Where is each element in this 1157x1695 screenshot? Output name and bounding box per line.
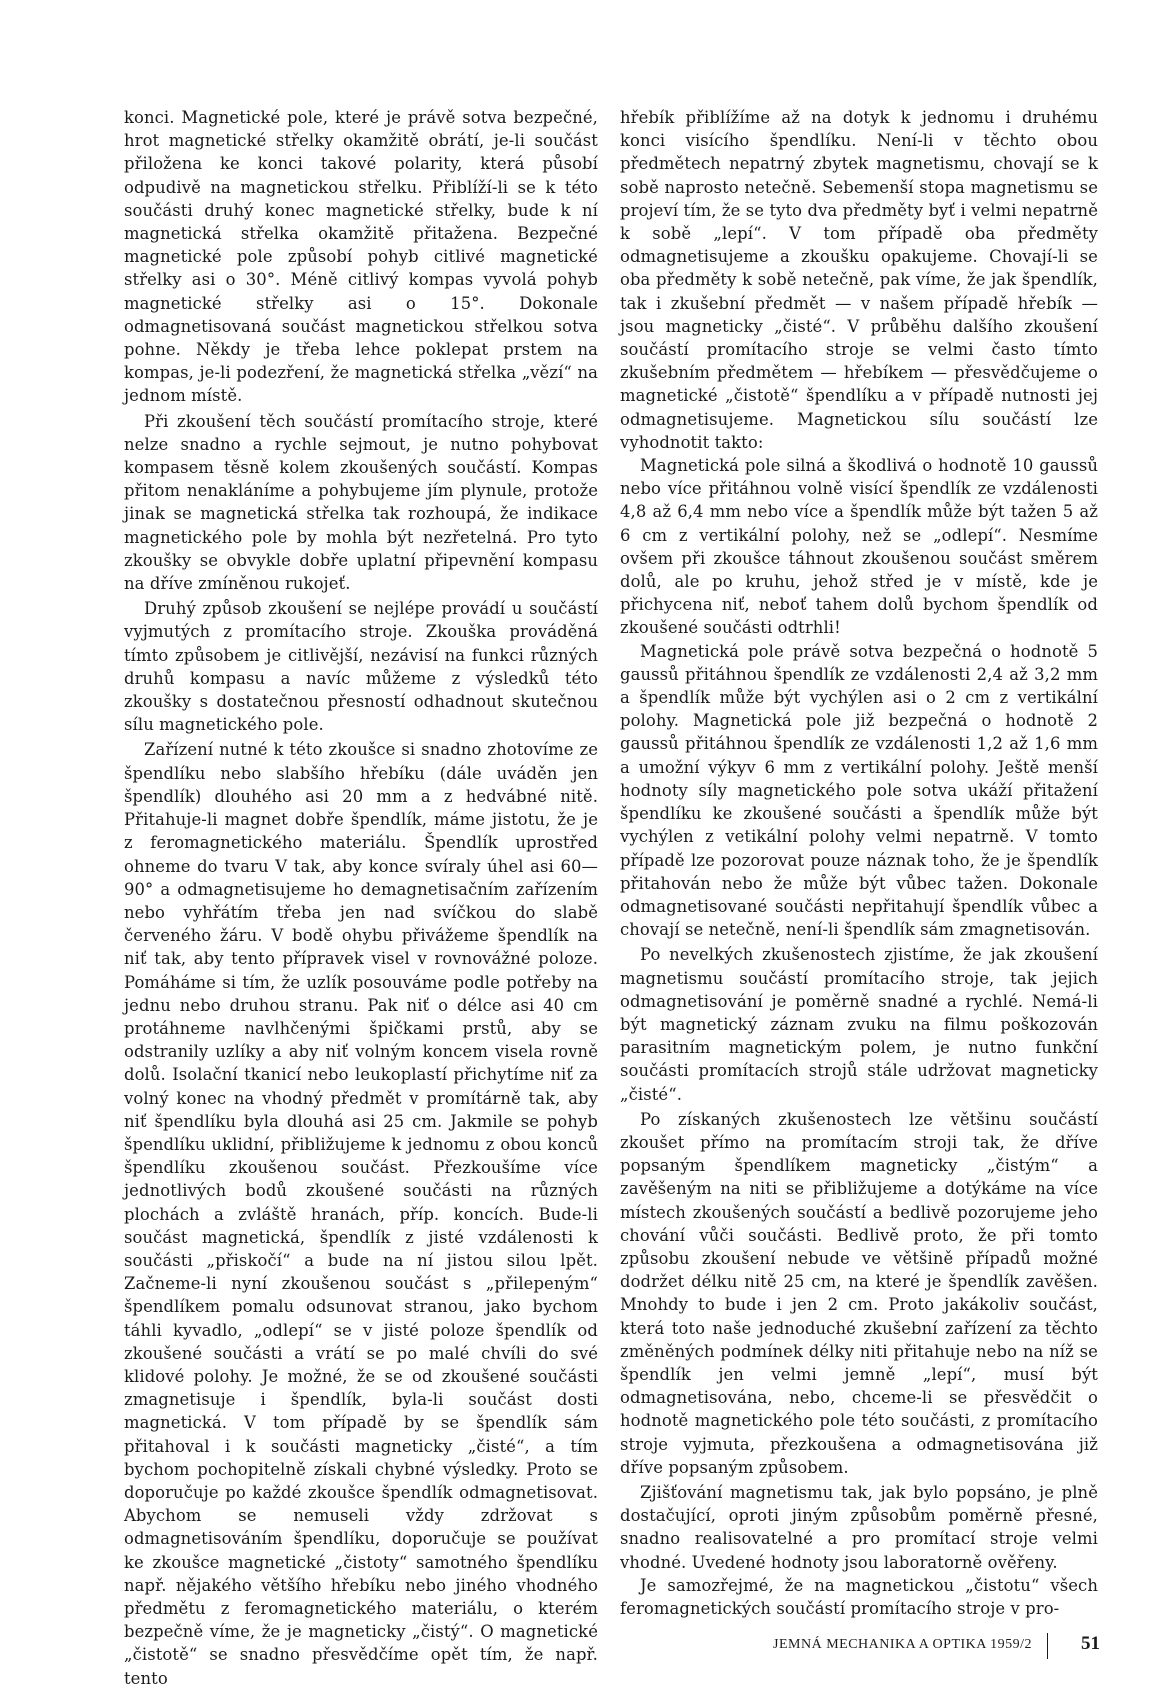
paragraph: konci. Magnetické pole, které je právě sotva bezpečné, hrot magnetické střelky okamžitě obrátí, je-li součást přiložena ke konci takové polarity, která působí odpudivě na magnetickou střelku. Přiblíží-li se k této součásti druhý konec magnetické střelky, bude k ní magnetická střelka okamžitě přitažena. Bezpečné magnetické pole způsobí pohyb citlivé magnetické střelky asi o 30°. Méně citlivý kompas vyvolá pohyb magnetické střelky asi o 15°. Dokonale odmagnetisovaná součást magnetickou střelkou sotva pohne. Někdy je třeba lehce poklepat prstem na kompas, je-li podezření, že magnetická střelka „vězí“ na jednom místě. — [124, 108, 598, 406]
paragraph: Magnetická pole silná a škodlivá o hodnotě 10 gaussů nebo více přitáhnou volně visící špendlík ze vzdálenosti 4,8 až 6,4 mm nebo více a špendlík může být tažen 5 až 6 cm z vertikální polohy, než se „odlepí“. Nesmíme ovšem při zkoušce táhnout zkoušenou součást směrem dolů, ale po kruhu, jehož střed je v místě, kde je přichycena niť, neboť tahem dolů bychom špendlík od zkoušené součásti odtrhli! — [620, 456, 1098, 638]
paragraph: Druhý způsob zkoušení se nejlépe provádí u součástí vyjmutých z promítacího stroje. Zkouška prováděná tímto způsobem je citlivější, nezávisí na funkci různých druhů kompasu a navíc můžeme z výsledků této zkoušky s dostatečnou přesností odhadnout skutečnou sílu magnetického pole. — [124, 599, 598, 735]
left-column — [124, 106, 598, 1690]
footer-divider — [1047, 1633, 1048, 1659]
paragraph: Po získaných zkušenostech lze většinu součástí zkoušet přímo na promítacím stroji tak, že dříve popsaným špendlíkem magneticky „čistým“ a zavěšeným na niti se přibližujeme a dotýkáme na více místech zkoušených součástí a bedlivě pozorujeme jeho chování vůči součásti. Bedlivě proto, že při tomto způsobu zkoušení nebude ve většině případů možné dodržet délku nitě 25 cm, na které je špendlík zavěšen. Mnohdy to bude i jen 2 cm. Proto jakákoliv součást, která toto naše jednoduché zkušební zařízení za těchto změněných podmínek délky niti přitahuje nebo na níž se špendlík jen velmi jemně „lepí“, musí být odmagnetisována, nebo, chceme-li se přesvědčit o hodnotě magnetického pole této součásti, z promítacího stroje vyjmuta, přezkoušena a odmagnetisována již dříve popsaným způsobem. — [620, 1109, 1098, 1477]
paragraph: Je samozřejmé, že na magnetickou „čistotu“ všech feromagnetických součástí promítacího stroje v pro- — [620, 1575, 1098, 1618]
paragraph: Po nevelkých zkušenostech zjistíme, že jak zkoušení magnetismu součástí promítacího stroje, tak jejich odmagnetisování je poměrně snadné a rychlé. Nemá-li být magnetický záznam zvuku na filmu poškozován parasitním magnetickým polem, je nutno funkční součásti promítacích strojů stále udržovat magneticky „čisté“. — [620, 945, 1098, 1104]
paragraph: Zjišťování magnetismu tak, jak bylo popsáno, je plně dostačující, oproti jiným způsobům poměrně přesné, snadno realisovatelné a pro promítací stroje velmi vhodné. Uvedené hodnoty jsou laboratorně ověřeny. — [620, 1482, 1098, 1572]
journal-title: JEMNÁ MECHANIKA A OPTIKA 1959/2 — [773, 1637, 1032, 1652]
paragraph: Zařízení nutné k této zkoušce si snadno zhotovíme ze špendlíku nebo slabšího hřebíku (dále uváděn jen špendlík) dlouhého asi 20 mm a z hedvábné nitě. Přitahuje-li magnet dobře špendlík, máme jistotu, že je z feromagnetického materiálu. Špendlík uprostřed ohneme do tvaru V tak, aby konce svíraly úhel asi 60—90° a odmagnetisujeme ho demagnetisačním zařízením nebo vyhřátím třeba jen nad svíčkou do slabě červeného žáru. V bodě ohybu přivážeme špendlík na niť tak, aby tento přípravek visel v rovnovážné poloze. Pomáháme si tím, že uzlík posouváme podle potřeby na jednu nebo druhou stranu. Pak niť o délce asi 40 cm protáhneme navlhčenými špičkami prstů, aby se odstranily uzlíky a aby niť volným koncem visela rovně dolů. Isolační tkanicí nebo leukoplastí přichytíme niť za volný konec na vhodný předmět v promítárně tak, aby niť špendlíku byla dlouhá asi 25 cm. Jakmile se pohyb špendlíku uklidní, přibližujeme k jednomu z obou konců špendlíku zkoušenou součást. Přezkoušíme více jednotlivých bodů zkoušené součásti na různých plochách a zvláště hranách, příp. koncích. Bude-li součást magnetická, špendlík z jisté vzdálenosti k součásti „přiskočí“ a bude na ní jistou silou lpět. Začneme-li nyní zkoušenou součást s „přilepeným“ špendlíkem pomalu odsunovat stranou, jako bychom táhli kyvadlo, „odlepí“ se v jisté poloze špendlík od zkoušené součásti a vrátí se po malé chvíli do své klidové polohy. Je možné, že se od zkoušené součásti zmagnetisuje i špendlík, byla-li součást dosti magnetická. V tom případě by se špendlík sám přitahoval i k součásti magneticky „čisté“, a tím bychom pochopitelně získali chybné výsledky. Proto se doporučuje po každé zkoušce špendlík odmagnetisovat. Abychom se nemuseli vždy zdržovat s odmagnetisováním špendlíku, doporučuje se používat ke zkoušce magnetické „čistoty“ samotného špendlíku např. nějakého většího hřebíku nebo jiného vhodného předmětu z feromagnetického materiálu, o kterém bezpečně víme, že je magneticky „čistý“. O magnetické „čistotě“ se snadno přesvědčíme opět tím, že např. tento — [124, 740, 598, 1688]
page-number: 51 — [1081, 1633, 1100, 1654]
paragraph: hřebík přiblížíme až na dotyk k jednomu i druhému konci visícího špendlíku. Není-li v těchto obou předmětech nepatrný zbytek magnetismu, chovají se k sobě naprosto netečně. Sebemenší stopa magnetismu se projeví tím, že se tyto dva předměty byť i velmi nepatrně k sobě „lepí“. V tom případě oba předměty odmagnetisujeme a zkoušku opakujeme. Chovají-li se oba předměty k sobě netečně, pak víme, že jak špendlík, tak i zkušební předmět — v našem případě hřebík — jsou magneticky „čisté“. V průběhu dalšího zkoušení součástí promítacího stroje se velmi často tímto zkušebním předmětem — hřebíkem — přesvědčujeme o magnetické „čistotě“ špendlíku a v případě nutnosti jej odmagnetisujeme. Magnetickou sílu součástí lze vyhodnotit takto: — [620, 108, 1098, 452]
right-column — [620, 106, 1098, 1620]
paragraph: Při zkoušení těch součástí promítacího stroje, které nelze snadno a rychle sejmout, je nutno pohybovat kompasem těsně kolem zkoušených součástí. Kompas přitom nenakláníme a pohybujeme jím plynule, protože jinak se magnetická střelka tak rozhoupá, že indikace magnetického pole by mohla být nezřetelná. Pro tyto zkoušky se obvykle dobře uplatní připevnění kompasu na dříve zmíněnou rukojeť. — [124, 411, 598, 594]
paragraph: Magnetická pole právě sotva bezpečná o hodnotě 5 gaussů přitáhnou špendlík ze vzdálenosti 2,4 až 3,2 mm a špendlík může být vychýlen asi o 2 cm z vertikální polohy. Magnetická pole již bezpečná o hodnotě 2 gaussů přitáhnou špendlík ze vzdálenosti 1,2 až 1,6 mm a umožní výkyv 6 mm z vertikální polohy. Ještě menší hodnoty síly magnetického pole sotva ukáží přitažení špendlíku ke zkoušené součásti a špendlík může být vychýlen z vetikální polohy velmi nepatrně. V tomto případě lze pozorovat pouze náznak toho, že je špendlík přitahován nebo že může být vůbec tažen. Dokonale odmagnetisované součásti nepřitahují špendlík vůbec a chovají se netečně, není-li špendlík sám zmagnetisován. — [620, 641, 1098, 940]
page-footer — [705, 1631, 1100, 1661]
